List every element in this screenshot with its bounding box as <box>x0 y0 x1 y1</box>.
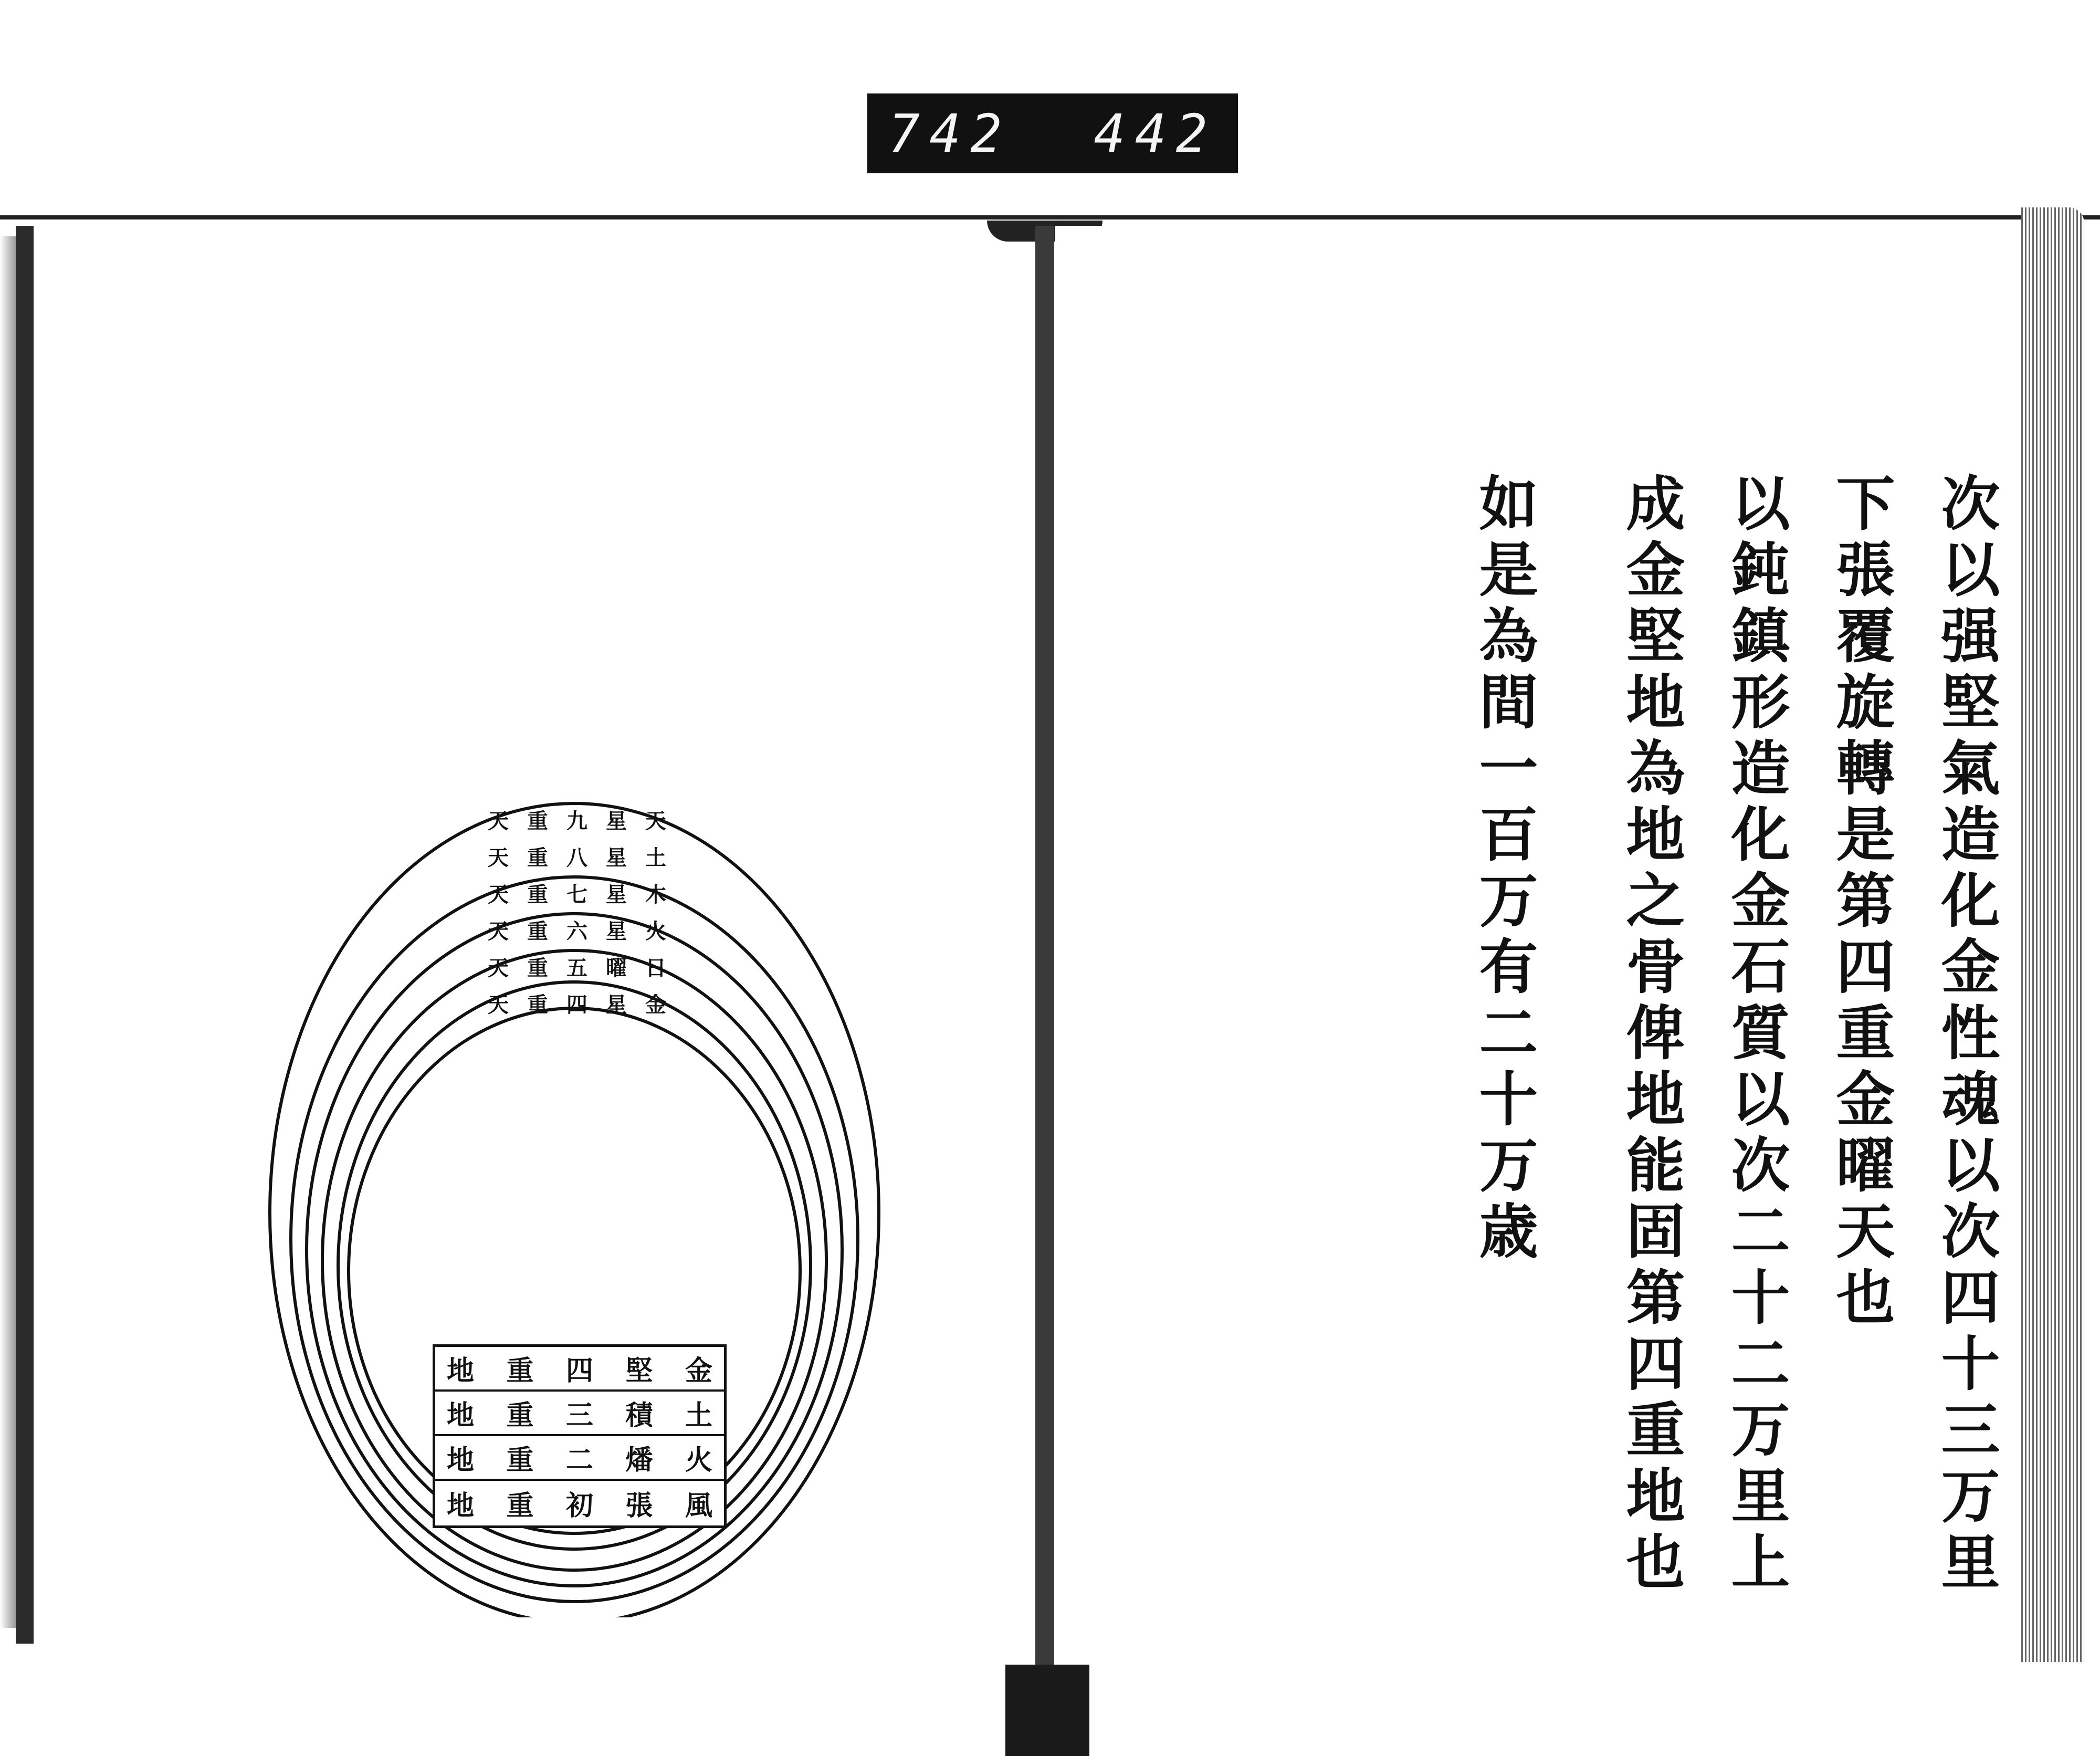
ring-label-char: 天 <box>645 808 666 833</box>
ring-label-char: 金 <box>645 992 666 1017</box>
ring-label-char: 重 <box>527 882 548 907</box>
ring-label-char: 火 <box>645 918 666 944</box>
ring-label-char: 天 <box>488 992 509 1017</box>
heaven-ring-label <box>488 987 666 1019</box>
earth-layer-char: 風 <box>685 1490 712 1522</box>
heaven-ring-label <box>488 914 666 945</box>
earth-layer-char: 地 <box>447 1355 475 1387</box>
earth-layer-row <box>435 1436 724 1481</box>
earth-layer-char: 重 <box>506 1399 534 1431</box>
earth-layer-char: 金 <box>685 1355 712 1387</box>
spine-bottom <box>1005 1665 1089 1756</box>
heaven-ring-label <box>488 950 666 982</box>
ring-label-char: 五 <box>566 955 587 980</box>
ring-label-char: 星 <box>606 882 627 907</box>
ring-label-char: 星 <box>606 808 627 833</box>
earth-layer-char: 火 <box>685 1444 712 1476</box>
left-page <box>16 226 1052 1644</box>
earth-layer-char: 重 <box>506 1444 534 1476</box>
earth-layer-char: 地 <box>447 1399 475 1431</box>
archive-number-right: 442 <box>1094 102 1217 164</box>
ring-label-char: 重 <box>527 808 548 833</box>
text-column: 下張覆旋轉是第四重金曜天也 <box>1826 473 1895 1333</box>
ring-label-char: 重 <box>527 918 548 944</box>
text-column: 次以强堅氣造化金性魂以次四十三万里 <box>1931 473 2000 1597</box>
ring-label-char: 重 <box>527 955 548 980</box>
ring-label-char: 星 <box>606 845 627 870</box>
cosmology-diagram <box>139 788 1052 1617</box>
earth-layer-char: 重 <box>506 1355 534 1387</box>
ring-label-char: 星 <box>606 918 627 944</box>
text-column: 成金堅地為地之骨俾地能固第四重地也 <box>1616 473 1685 1597</box>
vertical-text-block <box>1438 473 2000 1628</box>
text-column: 如是為間一百万有二十万歳 <box>1469 473 1538 1267</box>
page-edge-right <box>2021 207 2084 1662</box>
heaven-ring-label <box>488 840 666 872</box>
earth-layer-char: 地 <box>447 1444 475 1476</box>
earth-layer-row <box>435 1392 724 1436</box>
earth-layer-char: 二 <box>565 1444 593 1476</box>
earth-layer-char: 積 <box>625 1399 653 1431</box>
ring-label-char: 九 <box>566 808 587 833</box>
ring-label-char: 星 <box>606 992 627 1017</box>
ring-label-char: 土 <box>645 845 666 870</box>
earth-layer-char: 四 <box>565 1355 593 1387</box>
heaven-ring-label <box>488 877 666 908</box>
ring-label-char: 六 <box>566 918 587 944</box>
ring-label-char: 天 <box>488 845 509 870</box>
ring-label-char: 天 <box>488 808 509 833</box>
book-top-edge <box>0 215 2100 220</box>
earth-layer-row <box>435 1347 724 1392</box>
ring-label-char: 日 <box>645 955 666 980</box>
ring-label-char: 重 <box>527 992 548 1017</box>
earth-layer-char: 土 <box>685 1399 712 1431</box>
earth-layers-box <box>433 1344 727 1528</box>
archive-number-left: 742 <box>888 102 1012 164</box>
book-spine <box>1035 226 1054 1686</box>
page-edge-left <box>0 236 16 1628</box>
earth-layer-char: 燔 <box>625 1444 653 1476</box>
archive-number-label <box>867 93 1238 173</box>
ring-label-char: 木 <box>645 882 666 907</box>
earth-layer-row <box>435 1481 724 1525</box>
text-column: 以鈍鎮形造化金石質以次二十二万里上 <box>1721 473 1790 1597</box>
earth-layer-char: 堅 <box>625 1355 653 1387</box>
earth-layer-char: 三 <box>565 1399 593 1431</box>
earth-layer-char: 重 <box>506 1490 534 1522</box>
ring-label-char: 七 <box>566 882 587 907</box>
ring-label-char: 曜 <box>606 955 627 980</box>
ring-label-char: 天 <box>488 882 509 907</box>
heaven-ring-label <box>488 803 666 835</box>
ring-label-char: 天 <box>488 918 509 944</box>
ring-label-char: 天 <box>488 955 509 980</box>
earth-layer-char: 地 <box>447 1490 475 1522</box>
ring-label-char: 四 <box>566 992 587 1017</box>
earth-layer-char: 張 <box>625 1490 653 1522</box>
ring-label-char: 八 <box>566 845 587 870</box>
earth-layer-char: 初 <box>565 1490 593 1522</box>
ring-label-char: 重 <box>527 845 548 870</box>
